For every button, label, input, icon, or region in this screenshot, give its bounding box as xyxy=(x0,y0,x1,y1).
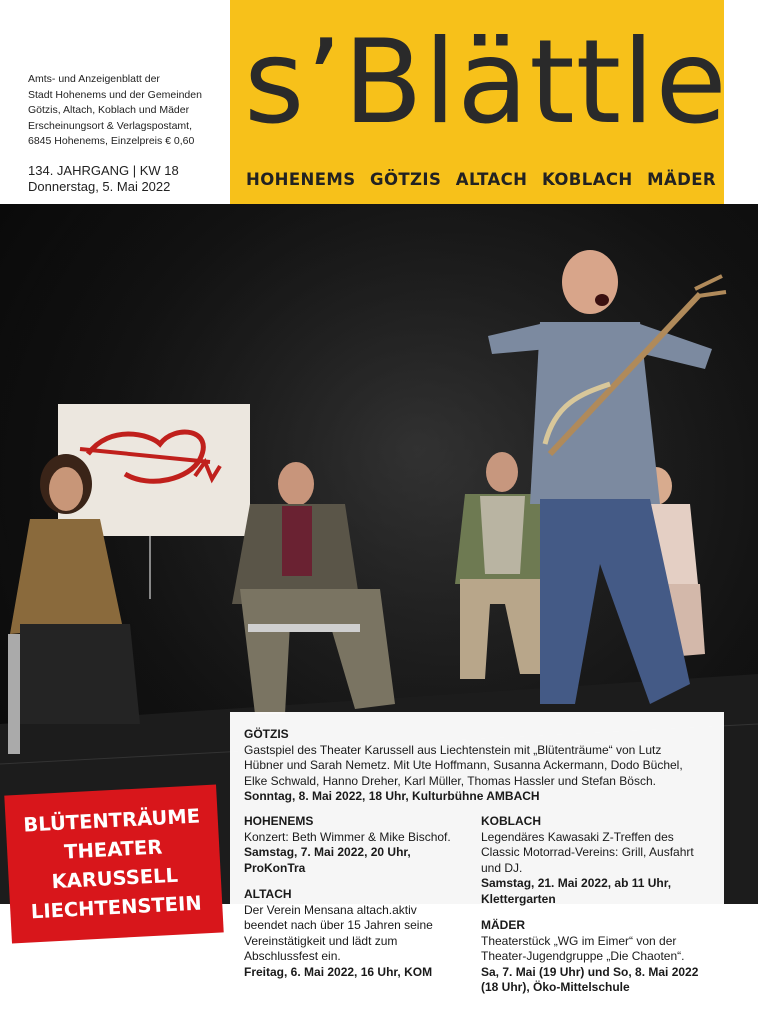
publisher-info-line: 6845 Hohenems, Einzelpreis € 0,60 xyxy=(28,135,195,147)
event-hohenems xyxy=(244,814,469,876)
issue-date: Donnerstag, 5. Mai 2022 xyxy=(28,179,171,194)
town-koblach: KOBLACH xyxy=(541,170,633,189)
event-description-line: Hübner und Sarah Nemetz. Mit Ute Hoffmann, Susanna Ackermann, Dodo Büchel, xyxy=(244,758,683,772)
event-description-line: Classic Motorrad-Vereins: Grill, Ausfahrt xyxy=(481,845,694,859)
publisher-info xyxy=(28,72,228,150)
event-time-location: Freitag, 6. Mai 2022, 16 Uhr, KOM xyxy=(244,964,433,979)
event-description-line: Der Verein Mensana altach.aktiv xyxy=(244,902,417,917)
event-time-location: ProKonTra xyxy=(244,860,306,875)
event-heading: GÖTZIS xyxy=(244,727,289,741)
badge-line: KARUSSELL xyxy=(51,863,179,894)
event-koblach xyxy=(481,814,721,907)
event-time-location: Samstag, 7. Mai 2022, 20 Uhr, xyxy=(244,845,411,859)
badge-line: BLÜTENTRÄUME xyxy=(22,804,201,837)
publisher-info-line: Götzis, Altach, Koblach und Mäder xyxy=(28,104,190,116)
badge-line: LIECHTENSTEIN xyxy=(30,891,203,924)
event-time-location: Samstag, 21. Mai 2022, ab 11 Uhr, xyxy=(481,876,672,890)
event-description-line: und DJ. xyxy=(481,860,523,875)
event-time-location: (18 Uhr), Öko-Mittelschule xyxy=(481,980,630,994)
event-heading: KOBLACH xyxy=(481,814,541,828)
event-heading: MÄDER xyxy=(481,918,525,932)
masthead-title-box xyxy=(230,0,728,216)
event-time-location: Sonntag, 8. Mai 2022, 18 Uhr, Kulturbühne AMBACH xyxy=(244,789,540,803)
event-heading: ALTACH xyxy=(244,887,292,901)
event-description-line: Theater-Jugendgruppe „Die Chaoten“. xyxy=(481,949,685,963)
publisher-info-line: Erscheinungsort & Verlagspostamt, xyxy=(28,119,193,132)
town-altach: ALTACH xyxy=(455,170,528,189)
town-maeder: MÄDER xyxy=(647,170,716,189)
town-hohenems: HOHENEMS xyxy=(246,170,356,189)
event-description-line: Legendäres Kawasaki Z-Treffen des xyxy=(481,829,674,844)
publisher-info-line: Stadt Hohenems und der Gemeinden xyxy=(28,88,202,101)
event-description-line: Gastspiel des Theater Karussell aus Liechtenstein mit „Blütenträume“ von Lutz xyxy=(244,742,662,757)
event-goetzis xyxy=(244,727,714,805)
event-description-line: Theaterstück „WG im Eimer“ von der xyxy=(481,933,677,948)
town-goetzis: GÖTZIS xyxy=(370,170,442,189)
issue-info xyxy=(28,163,179,195)
badge-line: THEATER xyxy=(63,835,163,864)
feature-badge xyxy=(4,785,223,944)
towns-list xyxy=(246,170,716,189)
event-description-line: beendet nach über 15 Jahren seine xyxy=(244,918,433,932)
events-panel xyxy=(230,712,724,1024)
publisher-info-line: Amts- und Anzeigenblatt der xyxy=(28,73,160,85)
event-heading: HOHENEMS xyxy=(244,814,314,828)
event-altach xyxy=(244,887,469,980)
event-time-location: Klettergarten xyxy=(481,891,556,906)
issue-number: 134. JAHRGANG | KW 18 xyxy=(28,163,179,178)
event-description-line: Konzert: Beth Wimmer & Mike Bischof. xyxy=(244,829,451,844)
event-maeder xyxy=(481,918,721,996)
event-description-line: Elke Schwald, Hanno Dreher, Karl Müller, Thomas Hassler und Stefan Bösch. xyxy=(244,773,656,788)
event-description-line: Abschlussfest ein. xyxy=(244,949,341,963)
masthead-title: s’Blättle xyxy=(244,15,728,150)
event-time-location: Sa, 7. Mai (19 Uhr) und So, 8. Mai 2022 xyxy=(481,964,699,979)
event-description-line: Vereinstätigkeit und lädt zum xyxy=(244,933,398,948)
